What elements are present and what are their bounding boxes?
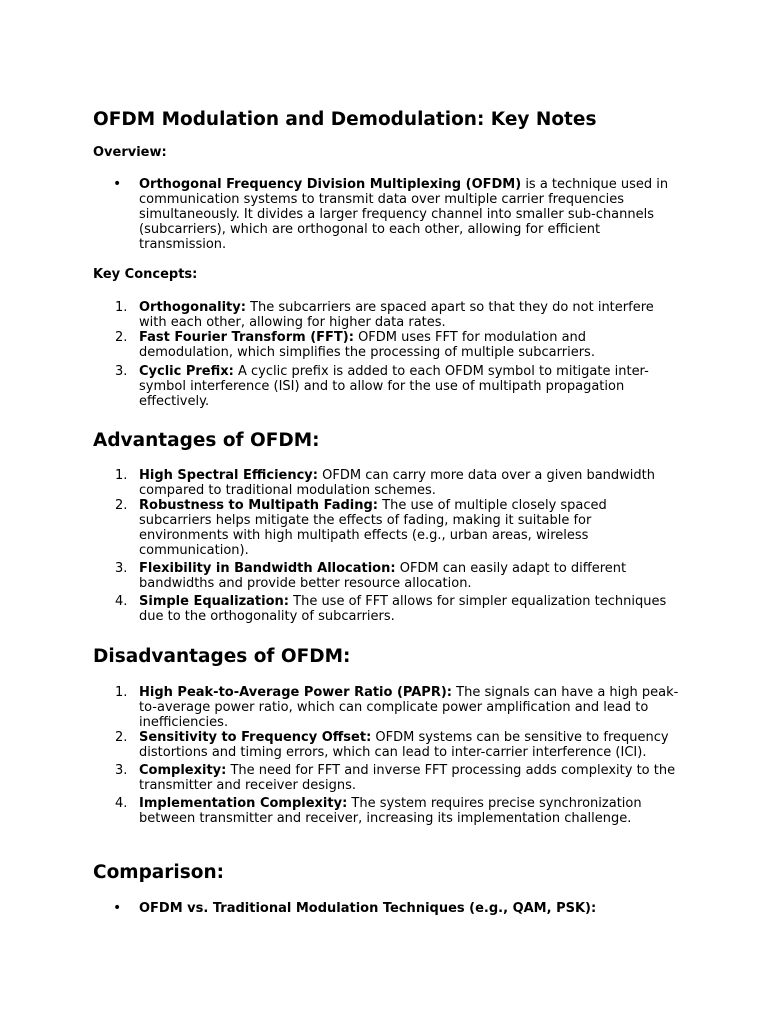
- item-text: A cyclic prefix is added to each OFDM symbol to mitigate inter-symbol interference (ISI) and to allow for the use of multipath propagation effectively.: [139, 364, 649, 409]
- list-item: [93, 901, 683, 916]
- item-text: OFDM can carry more data over a given bandwidth compared to traditional modulation schemes.: [139, 468, 655, 498]
- item-term: Complexity:: [139, 763, 227, 778]
- item-text: The subcarriers are spaced apart so that they do not interfere with each other, allowing for higher data rates.: [139, 300, 654, 330]
- overview-heading: Overview:: [93, 145, 167, 160]
- item-text: The use of FFT allows for simpler equalization techniques due to the orthogonality of subcarriers.: [139, 594, 667, 624]
- list-item: [93, 594, 683, 624]
- list-item: [93, 177, 683, 252]
- list-number: 1.: [115, 685, 128, 700]
- list-number: 4.: [115, 594, 128, 609]
- advantages-list: [93, 468, 683, 624]
- list-item: [93, 300, 683, 330]
- item-term: Robustness to Multipath Fading:: [139, 498, 379, 513]
- item-text: OFDM can easily adapt to different bandwidths and provide better resource allocation.: [139, 561, 627, 591]
- list-number: 4.: [115, 796, 128, 811]
- item-text: OFDM uses FFT for modulation and demodulation, which simplifies the processing of multiple subcarriers.: [139, 330, 595, 360]
- list-item: [93, 561, 683, 591]
- item-term: Sensitivity to Frequency Offset:: [139, 730, 372, 745]
- item-term: OFDM vs. Traditional Modulation Techniques (e.g., QAM, PSK):: [139, 901, 597, 916]
- advantages-heading: Advantages of OFDM:: [93, 430, 320, 451]
- list-item: [93, 763, 683, 793]
- list-item: [93, 498, 683, 558]
- list-item: [93, 330, 683, 360]
- item-term: Flexibility in Bandwidth Allocation:: [139, 561, 396, 576]
- list-number: 1.: [115, 300, 128, 315]
- item-term: High Peak-to-Average Power Ratio (PAPR):: [139, 685, 452, 700]
- list-number: 3.: [115, 763, 128, 778]
- list-item: [93, 730, 683, 760]
- item-term: Fast Fourier Transform (FFT):: [139, 330, 354, 345]
- list-number: 3.: [115, 561, 128, 576]
- comparison-list: [93, 901, 683, 916]
- item-text: is a technique used in communication systems to transmit data over multiple carrier frequencies simultaneously. It divides a larger frequency channel into smaller sub-channels (subcarriers), which are orthogonal to each other, allowing for efficient transmission.: [139, 177, 669, 252]
- overview-list: [93, 177, 683, 252]
- item-term: Orthogonal Frequency Division Multiplexing (OFDM): [139, 177, 522, 192]
- list-number: 1.: [115, 468, 128, 483]
- list-number: 2.: [115, 498, 128, 513]
- list-number: 2.: [115, 330, 128, 345]
- item-term: Implementation Complexity:: [139, 796, 348, 811]
- page-title: OFDM Modulation and Demodulation: Key Notes: [93, 109, 597, 130]
- bullet-icon: •: [113, 900, 122, 916]
- disadvantages-list: [93, 685, 683, 826]
- list-item: [93, 685, 683, 730]
- item-text: The need for FFT and inverse FFT processing adds complexity to the transmitter and receiver designs.: [139, 763, 676, 793]
- list-item: [93, 468, 683, 498]
- item-term: Cyclic Prefix:: [139, 364, 234, 379]
- list-number: 3.: [115, 364, 128, 379]
- list-number: 2.: [115, 730, 128, 745]
- comparison-heading: Comparison:: [93, 862, 225, 883]
- key-concepts-heading: Key Concepts:: [93, 267, 198, 282]
- item-text: The signals can have a high peak-to-average power ratio, which can complicate power amplification and lead to inefficiencies.: [139, 685, 679, 730]
- list-item: [93, 364, 683, 409]
- item-text: The system requires precise synchronization between transmitter and receiver, increasing its implementation challenge.: [139, 796, 642, 826]
- disadvantages-heading: Disadvantages of OFDM:: [93, 646, 351, 667]
- bullet-icon: •: [113, 176, 122, 192]
- key-concepts-list: [93, 300, 683, 409]
- item-text: OFDM systems can be sensitive to frequency distortions and timing errors, which can lead to inter-carrier interference (ICI).: [139, 730, 669, 760]
- item-term: Simple Equalization:: [139, 594, 289, 609]
- item-term: High Spectral Efficiency:: [139, 468, 318, 483]
- item-text: The use of multiple closely spaced subcarriers helps mitigate the effects of fading, making it suitable for environments with high multipath effects (e.g., urban areas, wireless communication).: [139, 498, 607, 558]
- list-item: [93, 796, 683, 826]
- item-term: Orthogonality:: [139, 300, 246, 315]
